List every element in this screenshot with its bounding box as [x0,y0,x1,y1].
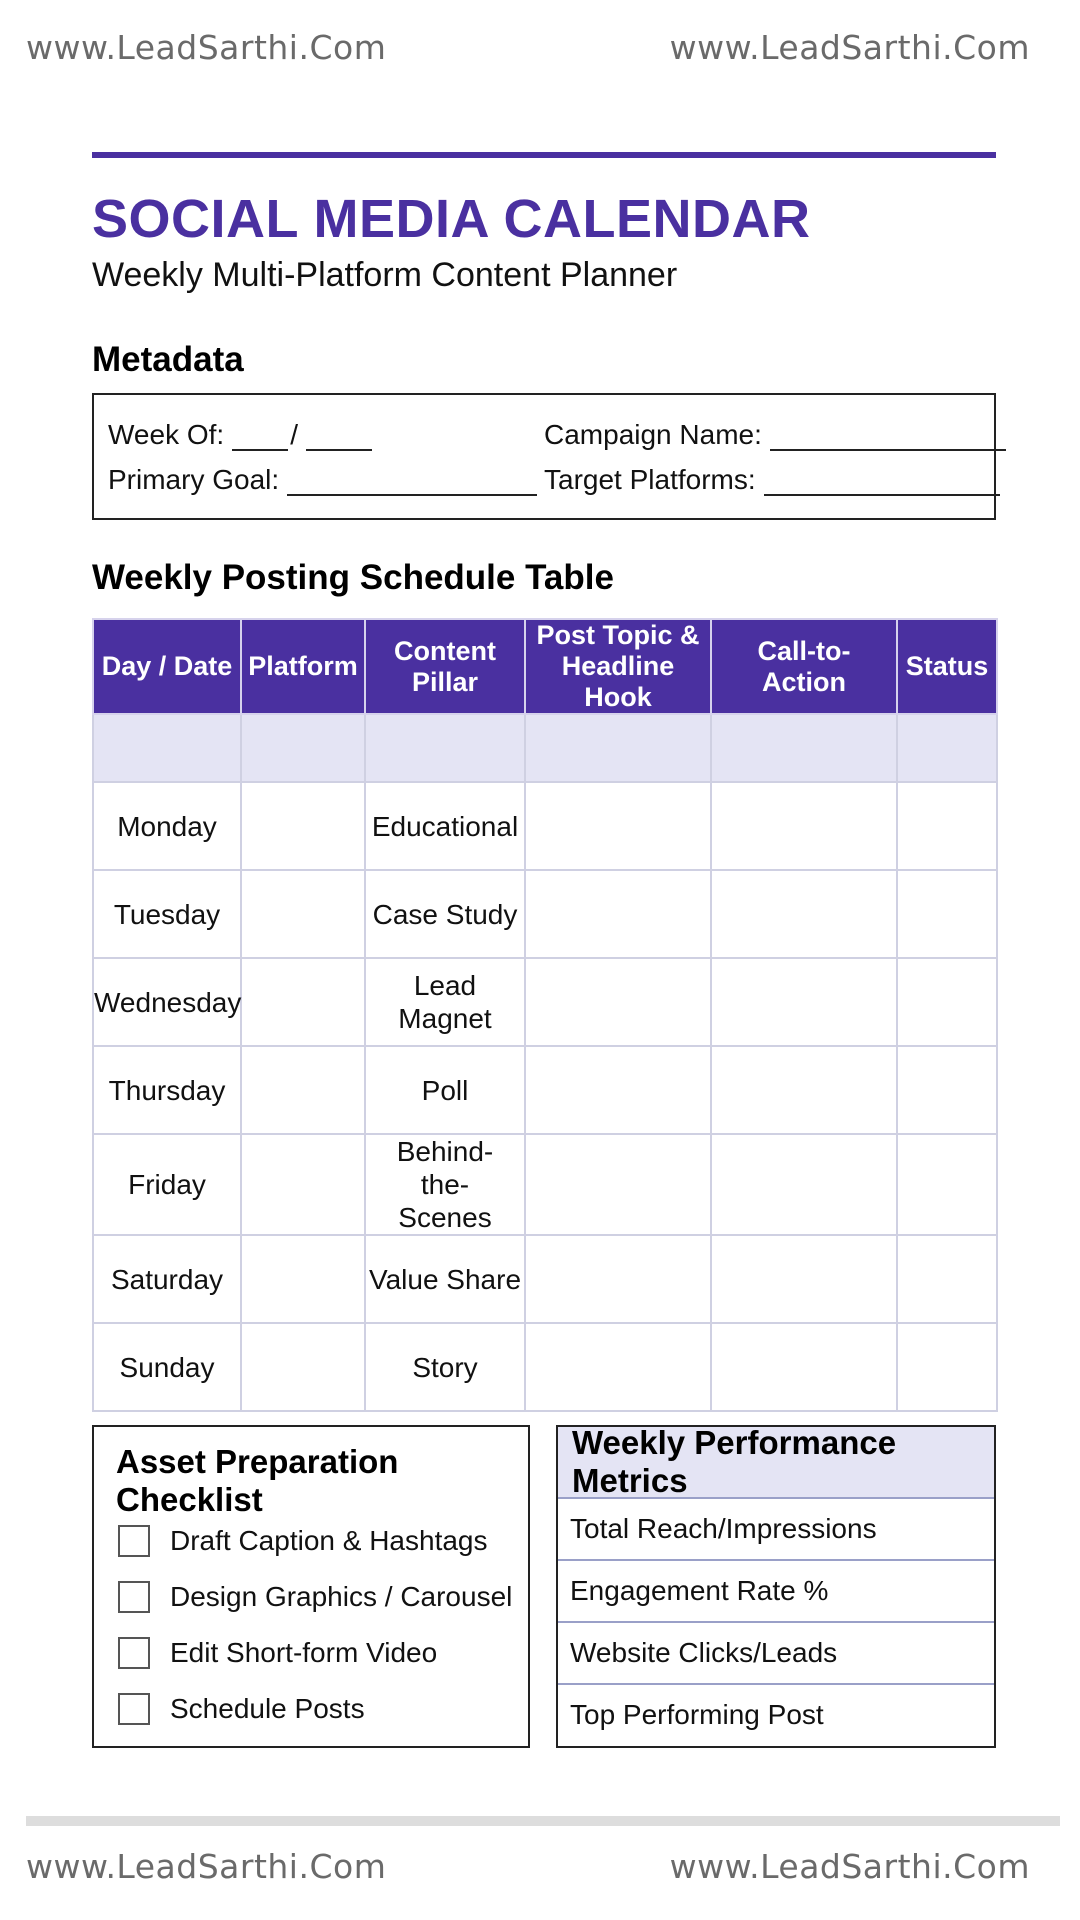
footer-divider [26,1816,1060,1826]
week-of-field[interactable] [108,419,372,451]
cta-cell[interactable] [711,1134,897,1235]
checklist-item-label: Design Graphics / Carousel [170,1581,513,1612]
table-cell[interactable] [365,714,525,782]
status-cell[interactable] [897,1235,997,1323]
pillar-cell: Lead Magnet [365,958,525,1046]
checklist-item[interactable] [118,1681,512,1737]
table-cell[interactable] [897,714,997,782]
asset-checklist-panel [92,1425,530,1748]
platform-cell[interactable] [241,1134,365,1235]
watermark-bottom-right: www.LeadSarthi.Com [669,1847,1030,1886]
table-row [93,870,997,958]
table-row [93,958,997,1046]
cta-cell[interactable] [711,782,897,870]
platform-cell[interactable] [241,958,365,1046]
checklist-item[interactable] [118,1625,512,1681]
performance-metrics-panel [556,1425,996,1748]
checklist-item[interactable] [118,1513,512,1569]
schedule-heading: Weekly Posting Schedule Table [92,558,614,597]
cta-cell[interactable] [711,870,897,958]
table-cell[interactable] [711,714,897,782]
table-cell[interactable] [525,714,711,782]
pillar-cell: Case Study [365,870,525,958]
platform-cell[interactable] [241,1235,365,1323]
campaign-name-label: Campaign Name: [544,419,762,450]
table-row [93,1046,997,1134]
week-of-label: Week Of: [108,419,225,450]
topic-cell[interactable] [525,870,711,958]
pillar-cell: Educational [365,782,525,870]
page-title: SOCIAL MEDIA CALENDAR [92,189,811,249]
primary-goal-label: Primary Goal: [108,464,280,495]
metric-row[interactable]: Website Clicks/Leads [558,1623,994,1685]
cta-cell[interactable] [711,1046,897,1134]
checklist-title: Asset Preparation Checklist [116,1443,399,1518]
topic-cell[interactable] [525,958,711,1046]
page-subtitle: Weekly Multi-Platform Content Planner [92,256,678,294]
target-platforms-blank[interactable] [764,474,1000,496]
day-cell: Wednesday [93,958,241,1046]
status-cell[interactable] [897,958,997,1046]
campaign-name-field[interactable] [544,419,1006,451]
status-cell[interactable] [897,870,997,958]
checklist-item-label: Draft Caption & Hashtags [170,1525,488,1556]
schedule-table [92,618,998,1412]
table-cell[interactable] [93,714,241,782]
cta-cell[interactable] [711,958,897,1046]
day-cell: Saturday [93,1235,241,1323]
pillar-cell: Story [365,1323,525,1411]
topic-cell[interactable] [525,782,711,870]
metric-row[interactable]: Top Performing Post [570,1699,824,1730]
checkbox[interactable] [118,1525,150,1557]
checklist-item-label: Schedule Posts [170,1693,365,1724]
platform-cell[interactable] [241,870,365,958]
platform-cell[interactable] [241,1046,365,1134]
table-header-row [93,619,997,714]
table-row [93,1235,997,1323]
campaign-name-blank[interactable] [770,429,1006,451]
pillar-cell: Poll [365,1046,525,1134]
day-cell: Thursday [93,1046,241,1134]
column-header-status: Status [897,619,997,714]
topic-cell[interactable] [525,1323,711,1411]
week-of-separator: / [290,419,298,450]
table-row [93,1323,997,1411]
checkbox[interactable] [118,1693,150,1725]
column-header-day: Day / Date [93,619,241,714]
metric-row[interactable]: Engagement Rate % [558,1561,994,1623]
day-cell: Sunday [93,1323,241,1411]
status-cell[interactable] [897,1323,997,1411]
checkbox[interactable] [118,1581,150,1613]
day-cell: Friday [93,1134,241,1235]
table-cell[interactable] [241,714,365,782]
table-row-blank [93,714,997,782]
checklist-item[interactable] [118,1569,512,1625]
platform-cell[interactable] [241,1323,365,1411]
metadata-box [92,393,996,520]
watermark-top-right: www.LeadSarthi.Com [669,28,1030,67]
topic-cell[interactable] [525,1134,711,1235]
column-header-post-topic: Post Topic & Headline Hook [525,619,711,714]
cta-cell[interactable] [711,1323,897,1411]
accent-divider [92,152,996,158]
topic-cell[interactable] [525,1235,711,1323]
pillar-cell: Value Share [365,1235,525,1323]
topic-cell[interactable] [525,1046,711,1134]
status-cell[interactable] [897,782,997,870]
metrics-title: Weekly Performance Metrics [558,1427,994,1499]
day-cell: Tuesday [93,870,241,958]
primary-goal-blank[interactable] [287,474,537,496]
checklist-item-label: Edit Short-form Video [170,1637,438,1668]
watermark-top-left: www.LeadSarthi.Com [26,28,387,67]
day-cell: Monday [93,782,241,870]
checkbox[interactable] [118,1637,150,1669]
column-header-content-pillar: Content Pillar [365,619,525,714]
primary-goal-field[interactable] [108,464,537,496]
cta-cell[interactable] [711,1235,897,1323]
checklist-items [118,1513,512,1737]
week-of-blank-2[interactable] [306,429,372,451]
pillar-cell: Behind-the-Scenes [365,1134,525,1235]
platform-cell[interactable] [241,782,365,870]
watermark-bottom-left: www.LeadSarthi.Com [26,1847,387,1886]
target-platforms-label: Target Platforms: [544,464,756,495]
status-cell[interactable] [897,1134,997,1235]
week-of-blank-1[interactable] [232,429,288,451]
table-row [93,1134,997,1235]
column-header-platform: Platform [241,619,365,714]
metadata-heading: Metadata [92,340,244,379]
metric-row[interactable]: Total Reach/Impressions [558,1499,994,1561]
status-cell[interactable] [897,1046,997,1134]
table-row [93,782,997,870]
target-platforms-field[interactable] [544,464,1000,496]
column-header-cta: Call-to-Action [711,619,897,714]
